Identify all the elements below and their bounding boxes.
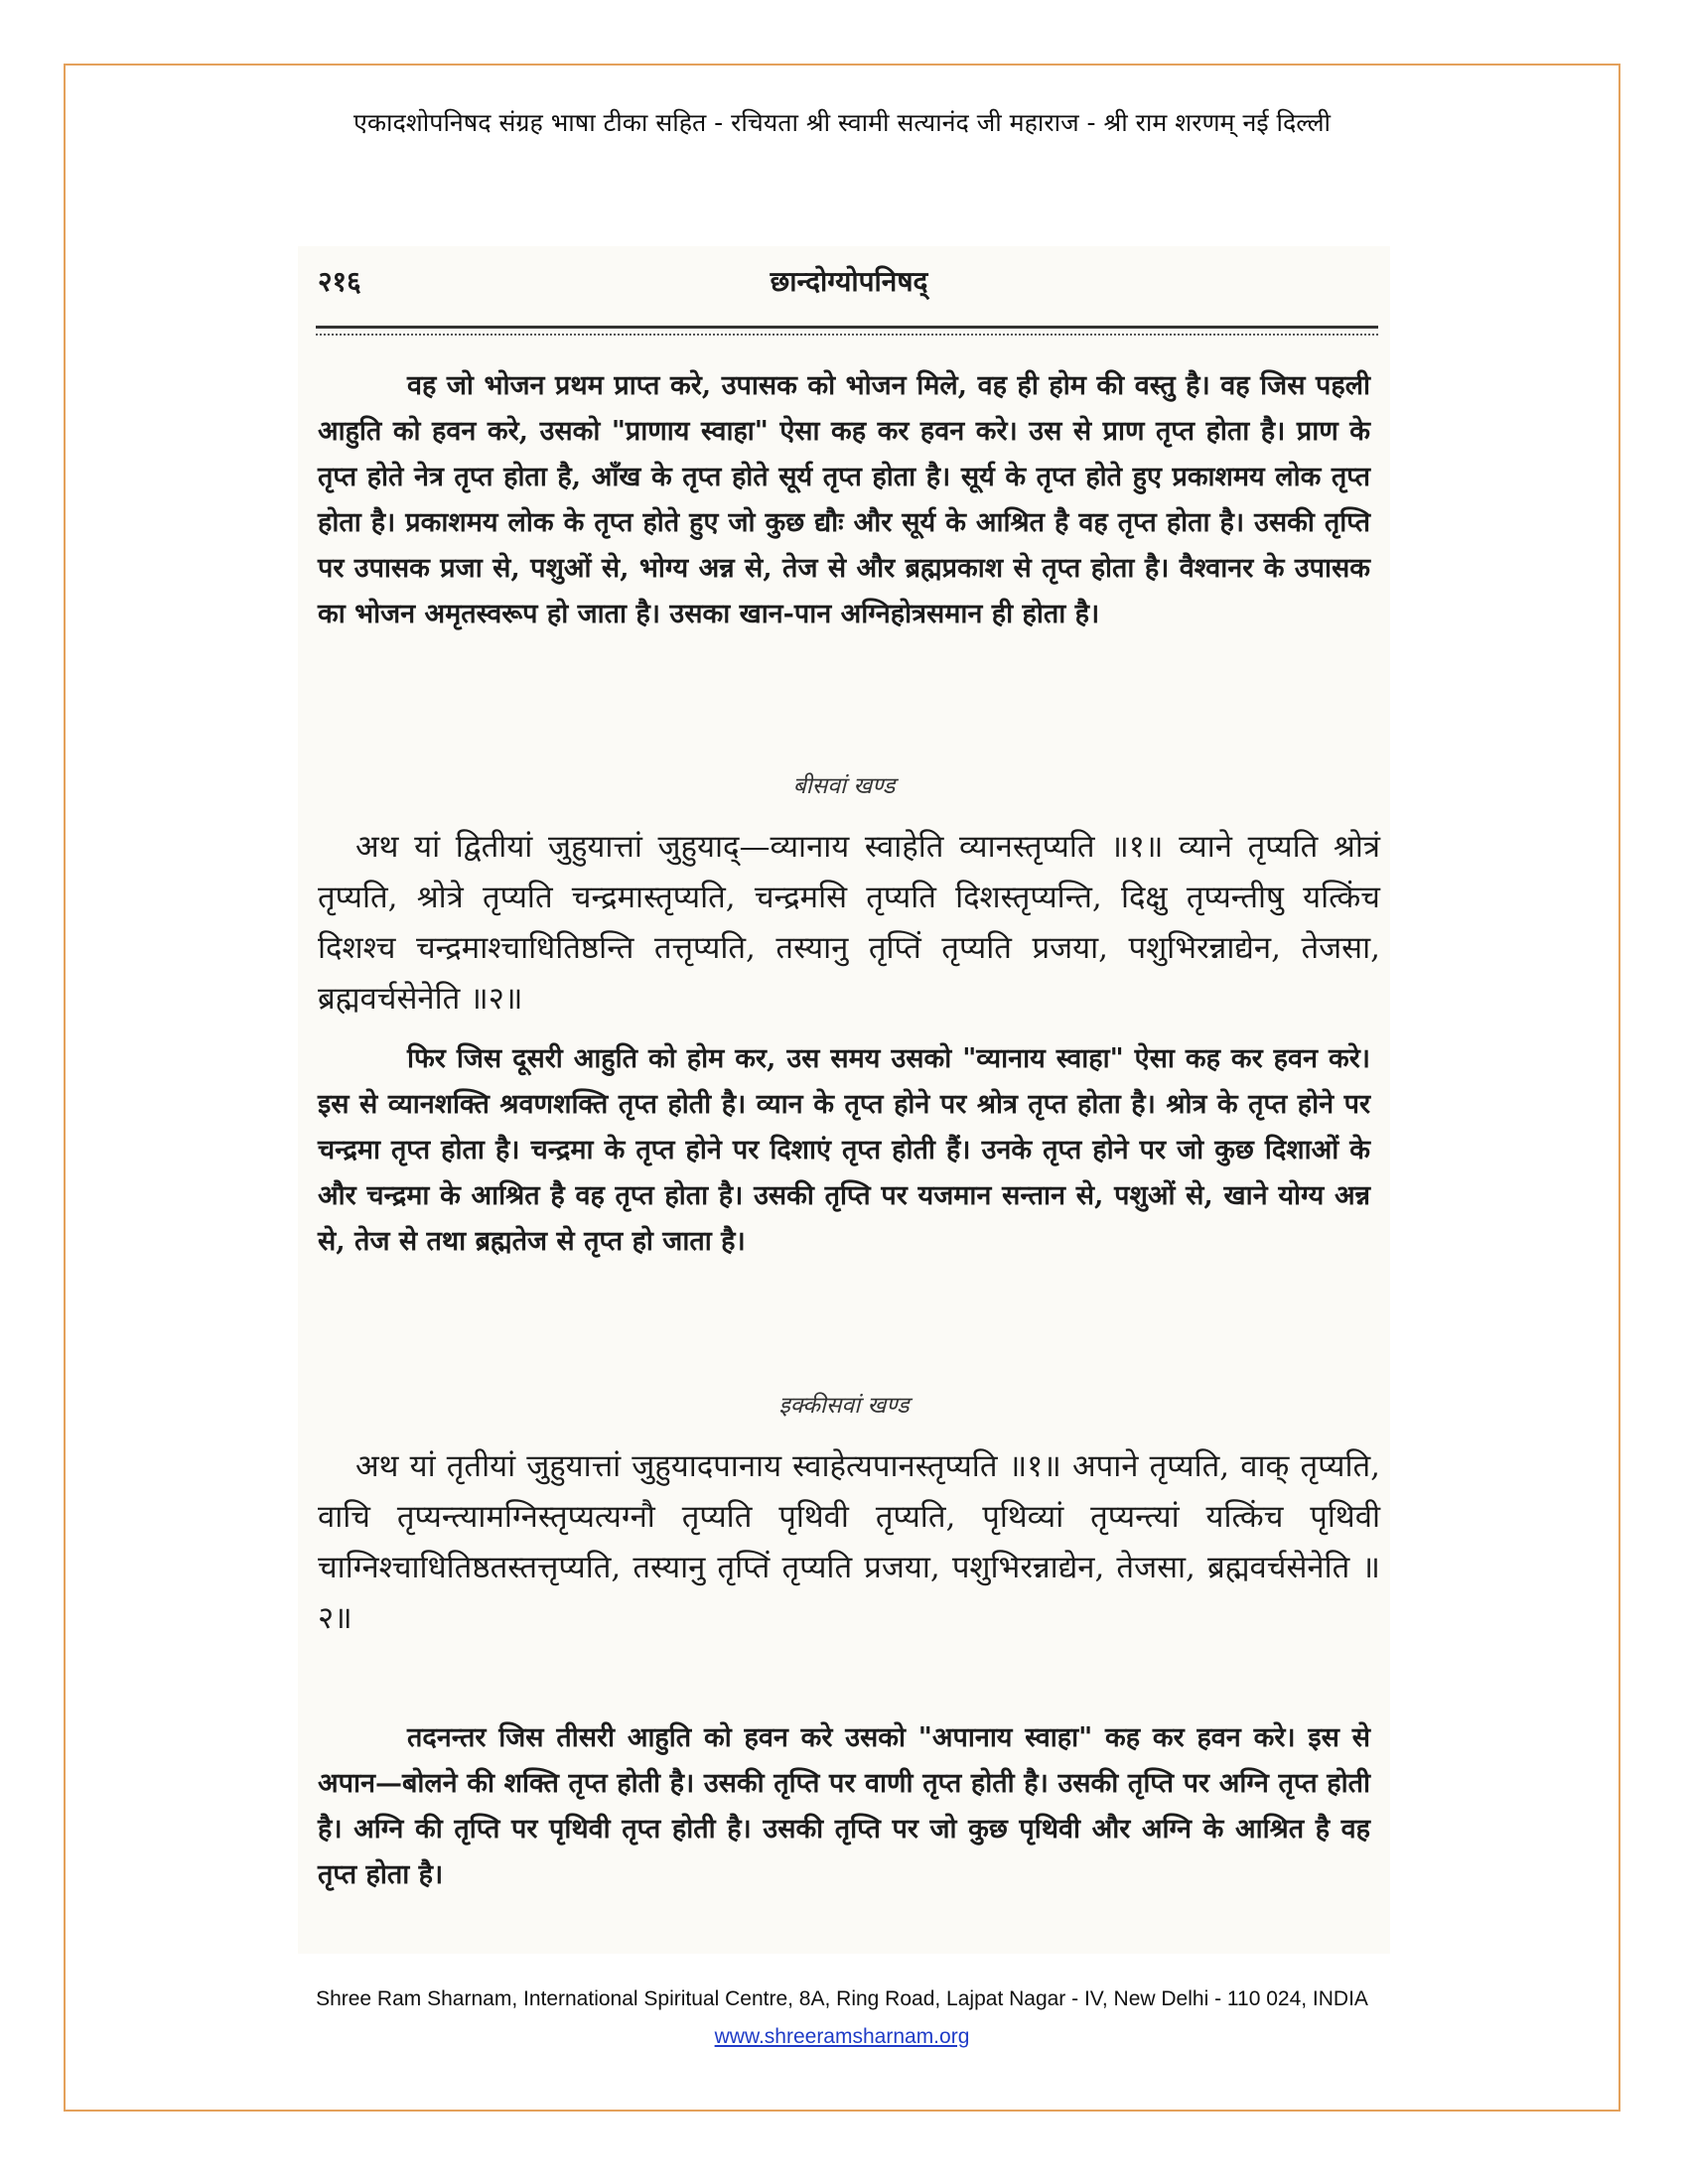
- section-heading-21: इक्कीसवां खण्ड: [778, 1393, 910, 1419]
- page-number: २१६: [318, 265, 361, 298]
- sanskrit-mantra-21: अथ यां तृतीयां जुहुयात्तां जुहुयादपानाय स्वाहेत्यपानस्तृप्यति ॥१॥ अपाने तृप्यति, वाक् तृप्यति, वाचि तृप्यन्त्यामग्निस्तृप्यत्यग्नौ तृप्यति पृथिवी तृप्यति, पृथिव्यां तृप्यन्त्यां यत्किंच पृथिवी चाग्निश्चाधितिष्ठतस्तत्तृप्यति, तस्यानु तृप्तिं तृप्यति प्रजया, पशुभिरन्नाद्येन, तेजसा, ब्रह्मवर्चसेनेति ॥२॥: [318, 1448, 1380, 1636]
- header-dotted-rule: [316, 334, 1378, 336]
- header-rule: [316, 326, 1378, 329]
- commentary-paragraph-2: फिर जिस दूसरी आहुति को होम कर, उस समय उसको "व्यानाय स्वाहा" ऐसा कह कर हवन करे। इस से व्यानशक्ति श्रवणशक्ति तृप्त होती है। व्यान के तृप्त होने पर श्रोत्र तृप्त होता है। श्रोत्र के तृप्त होने पर चन्द्रमा तृप्त होता है। चन्द्रमा के तृप्त होने पर दिशाएं तृप्त होती हैं। उनके तृप्त होने पर जो कुछ दिशाओं के और चन्द्रमा के आश्रित है वह तृप्त होता है। उसकी तृप्ति पर यजमान सन्तान से, पशुओं से, खाने योग्य अन्न से, तेज से तथा ब्रह्मतेज से तृप्त हो जाता है।: [318, 1043, 1370, 1257]
- scanned-page: [298, 246, 1390, 1954]
- website-link[interactable]: www.shreeramsharnam.org: [714, 2025, 970, 2048]
- section-heading-20: बीसवां खण्ड: [792, 773, 896, 799]
- scan-header: [318, 258, 1380, 298]
- document-header: एकादशोपनिषद संग्रह भाषा टीका सहित - रचियता श्री स्वामी सत्यानंद जी महाराज - श्री राम शरणम् नई दिल्ली: [353, 108, 1331, 137]
- footer-address: Shree Ram Sharnam, International Spiritual Centre, 8A, Ring Road, Lajpat Nagar - IV, New Delhi - 110 024, INDIA: [316, 1987, 1368, 2010]
- footer-website: [64, 2025, 1620, 2049]
- sanskrit-mantra-20: अथ यां द्वितीयां जुहुयात्तां जुहुयाद्—व्यानाय स्वाहेति व्यानस्तृप्यति ॥१॥ व्याने तृप्यति श्रोत्रं तृप्यति, श्रोत्रे तृप्यति चन्द्रमास्तृप्यति, चन्द्रमसि तृप्यति दिशस्तृप्यन्ति, दिक्षु तृप्यन्तीषु यत्किंच दिशश्च चन्द्रमाश्चाधितिष्ठन्ति तत्तृप्यति, तस्यानु तृप्तिं तृप्यति प्रजया, पशुभिरन्नाद्येन, तेजसा, ब्रह्मवर्चसेनेति ॥२॥: [318, 829, 1380, 1017]
- running-title: छान्दोग्योपनिषद्: [770, 265, 928, 298]
- commentary-paragraph-1: वह जो भोजन प्रथम प्राप्त करे, उपासक को भोजन मिले, वह ही होम की वस्तु है। वह जिस पहली आहुति को हवन करे, उसको "प्राणाय स्वाहा" ऐसा कह कर हवन करे। उस से प्राण तृप्त होता है। प्राण के तृप्त होते नेत्र तृप्त होता है, आँख के तृप्त होते सूर्य तृप्त होता है। सूर्य के तृप्त होते हुए प्रकाशमय लोक तृप्त होता है। प्रकाशमय लोक के तृप्त होते हुए जो कुछ द्यौः और सूर्य के आश्रित है वह तृप्त होता है। उसकी तृप्ति पर उपासक प्रजा से, पशुओं से, भोग्य अन्न से, तेज से और ब्रह्मप्रकाश से तृप्त होता है। वैश्वानर के उपासक का भोजन अमृतस्वरूप हो जाता है। उसका खान-पान अग्निहोत्रसमान ही होता है।: [318, 370, 1370, 629]
- commentary-paragraph-3: तदनन्तर जिस तीसरी आहुति को हवन करे उसको "अपानाय स्वाहा" कह कर हवन करे। इस से अपान—बोलने की शक्ति तृप्त होती है। उसकी तृप्ति पर वाणी तृप्त होती है। उसकी तृप्ति पर अग्नि तृप्त होती है। अग्नि की तृप्ति पर पृथिवी तृप्त होती है। उसकी तृप्ति पर जो कुछ पृथिवी और अग्नि के आश्रित है वह तृप्त होता है।: [318, 1722, 1370, 1890]
